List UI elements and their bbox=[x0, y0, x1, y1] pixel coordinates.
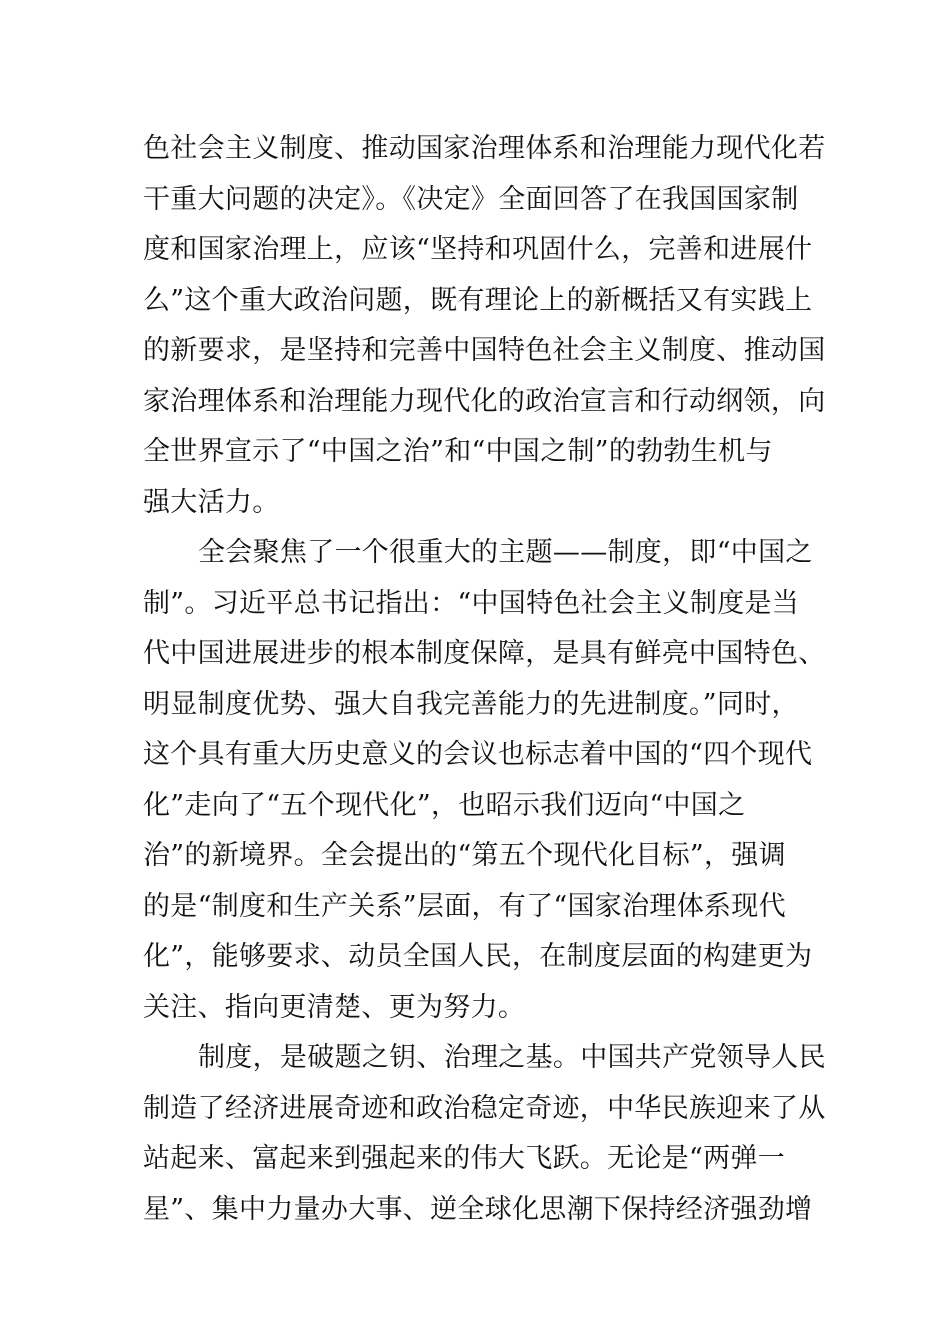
text-line: 星”、集中力量办大事、逆全球化思潮下保持经济强劲增 bbox=[143, 1193, 813, 1225]
text-line: 代中国进展进步的根本制度保障，是具有鲜亮中国特色、 bbox=[143, 638, 826, 669]
text-line: 的新要求，是坚持和完善中国特色社会主义制度、推动国 bbox=[143, 335, 826, 366]
text-line: 全世界宣示了“中国之治”和“中国之制”的勃勃生机与 bbox=[143, 436, 773, 467]
body-text bbox=[143, 124, 826, 1235]
text-line: 关注、指向更清楚、更为努力。 bbox=[143, 991, 526, 1023]
text-line: 制”。习近平总书记指出：“中国特色社会主义制度是当 bbox=[143, 587, 800, 619]
text-line: 干重大问题的决定》。《决定》全面回答了在我国国家制 bbox=[143, 183, 799, 215]
paragraph-start-line: 制度，是破题之钥、治理之基。中国共产党领导人民 bbox=[198, 1042, 826, 1073]
text-line: 明显制度优势、强大自我完善能力的先进制度。”同时， bbox=[143, 688, 799, 720]
text-line: 强大活力。 bbox=[143, 486, 280, 518]
text-line: 化”，能够要求、动员全国人民，在制度层面的构建更为 bbox=[143, 941, 813, 972]
text-line: 这个具有重大历史意义的会议也标志着中国的“四个现代 bbox=[143, 739, 813, 770]
text-line: 色社会主义制度、推动国家治理体系和治理能力现代化若 bbox=[143, 133, 826, 164]
paragraph-start-line: 全会聚焦了一个很重大的主题——制度，即“中国之 bbox=[198, 537, 813, 568]
text-line: 的是“制度和生产关系”层面，有了“国家治理体系现代 bbox=[143, 890, 786, 922]
text-line: 治”的新境界。全会提出的“第五个现代化目标”，强调 bbox=[143, 840, 786, 871]
text-line: 度和国家治理上，应该“坚持和巩固什么，完善和进展什 bbox=[143, 234, 813, 265]
text-line: 制造了经济进展奇迹和政治稳定奇迹，中华民族迎来了从 bbox=[143, 1092, 826, 1124]
text-line: 么”这个重大政治问题，既有理论上的新概括又有实践上 bbox=[143, 284, 813, 316]
text-line: 家治理体系和治理能力现代化的政治宣言和行动纲领，向 bbox=[143, 385, 826, 417]
text-line: 站起来、富起来到强起来的伟大飞跃。无论是“两弹一 bbox=[143, 1143, 786, 1174]
text-line: 化”走向了“五个现代化”，也昭示我们迈向“中国之 bbox=[143, 789, 746, 821]
